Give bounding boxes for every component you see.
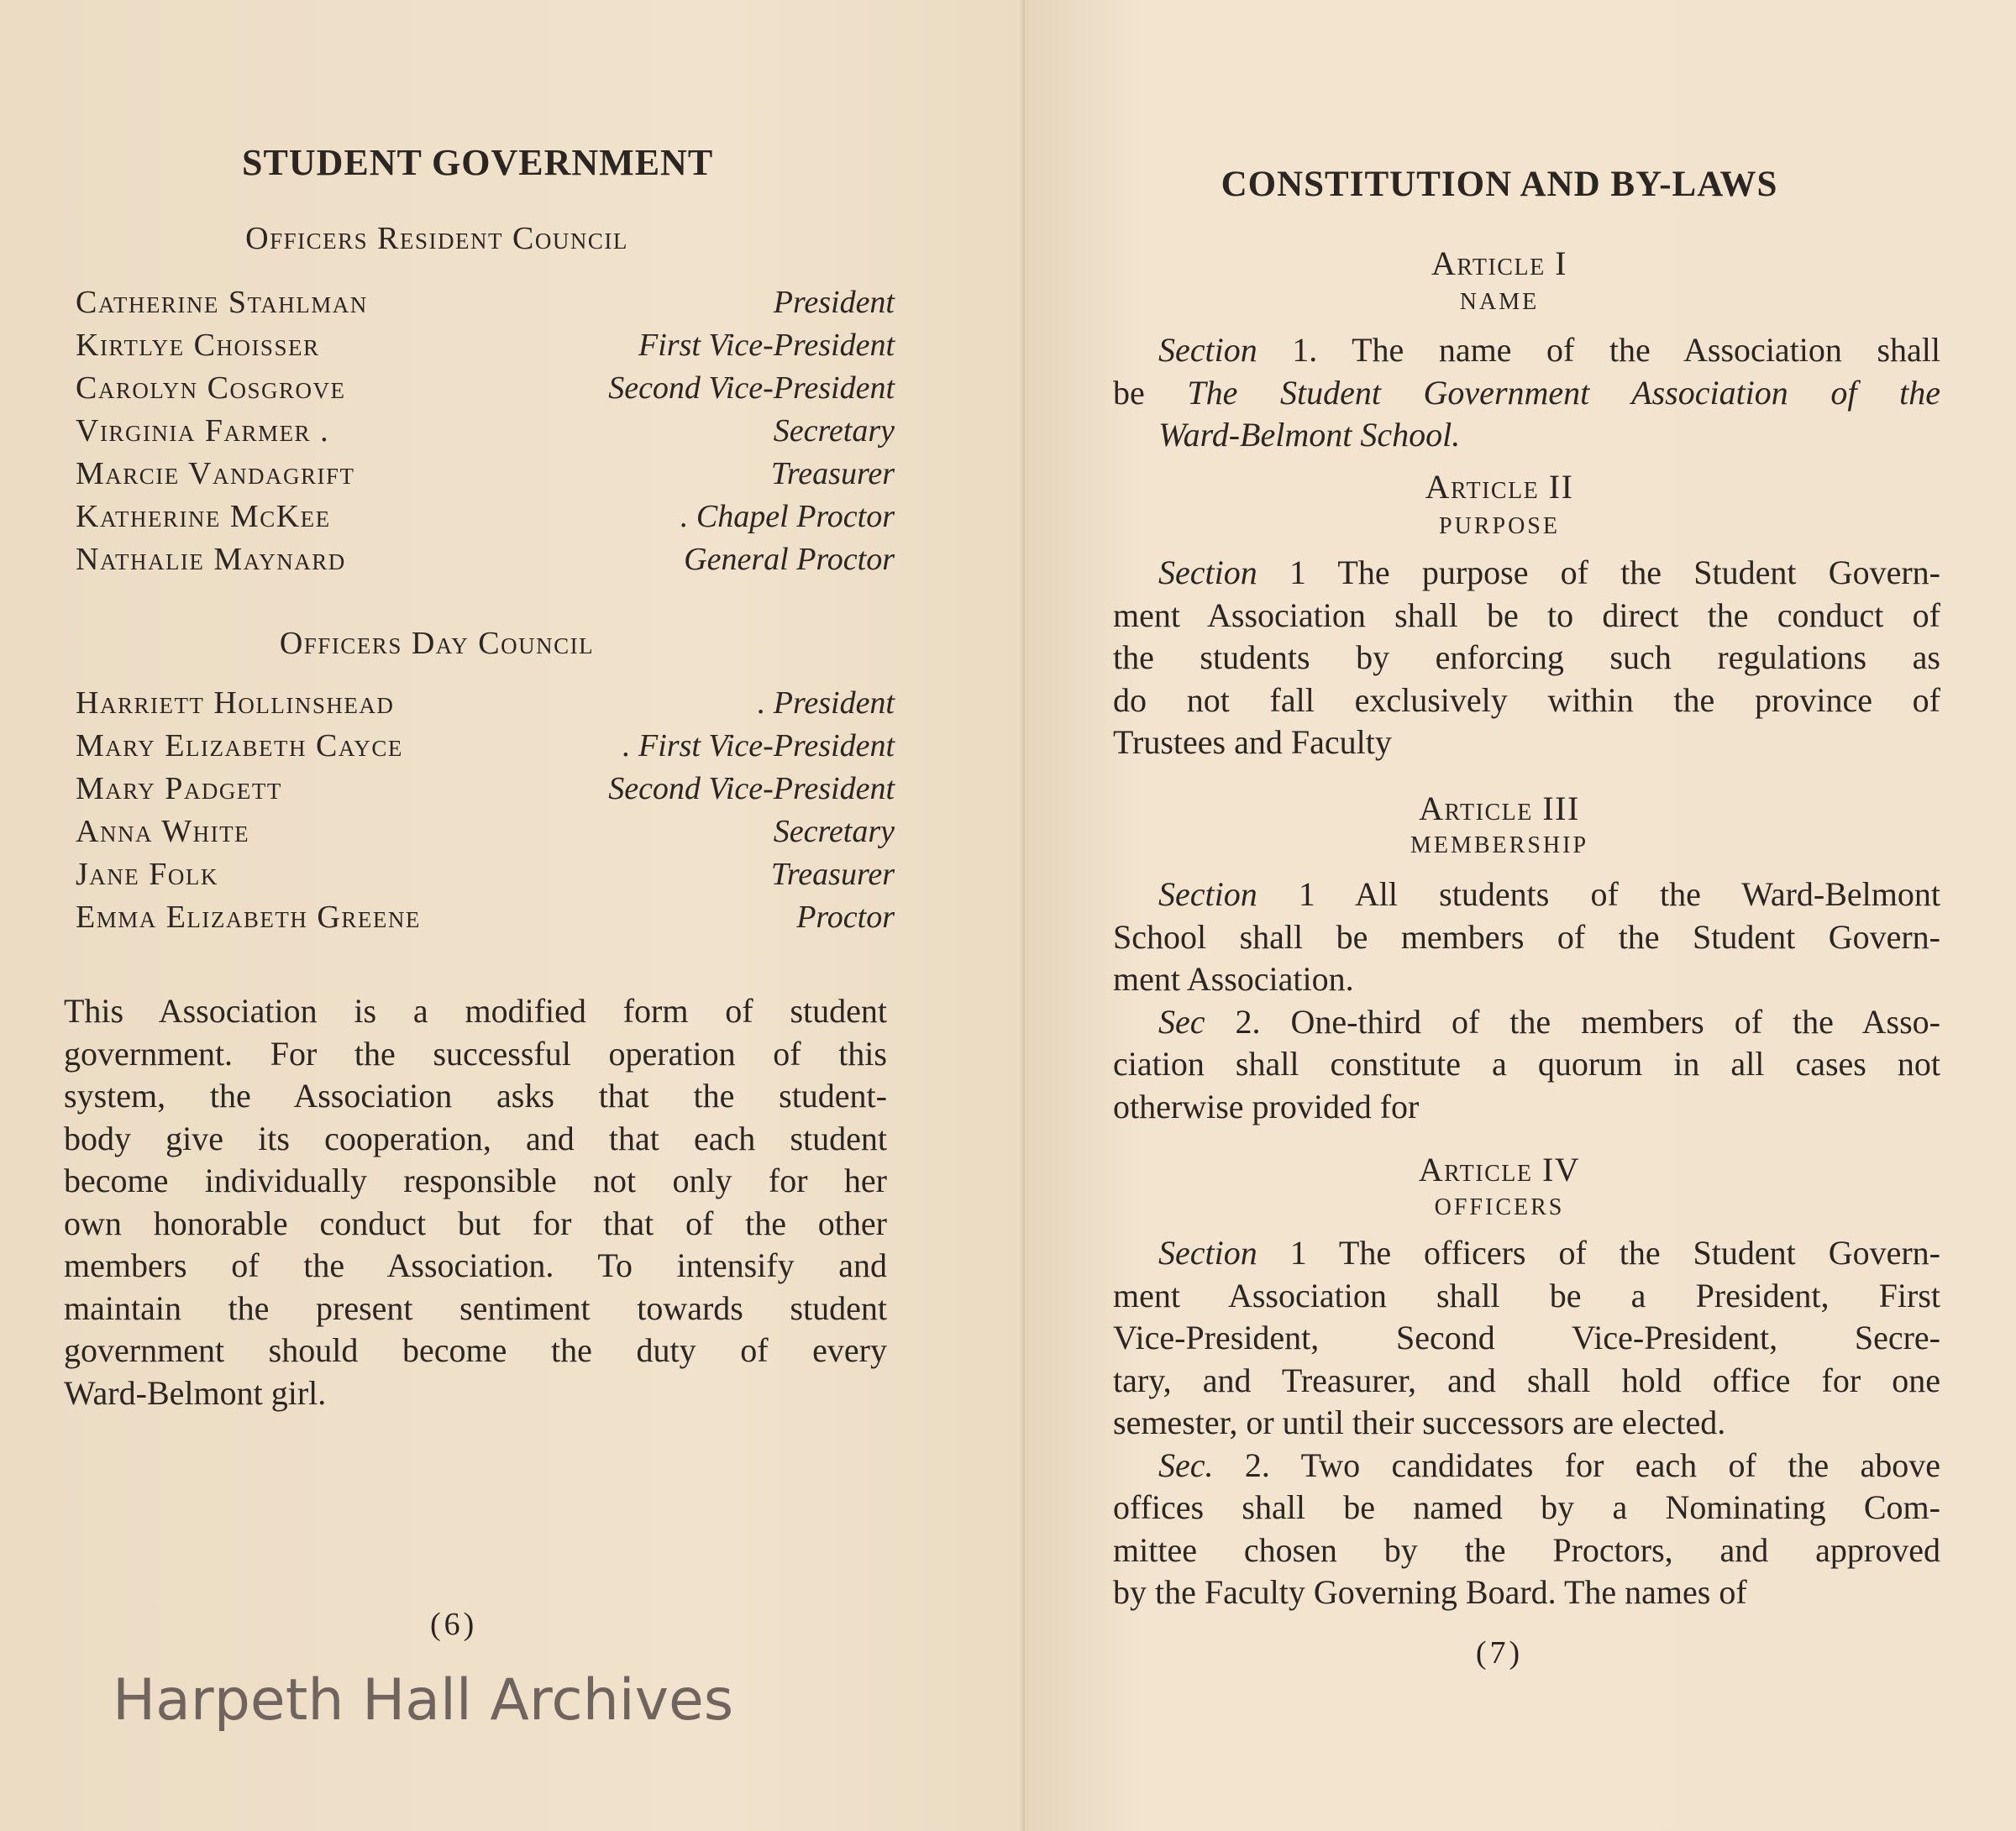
- text-line: [64, 1373, 887, 1413]
- text-line: [1113, 959, 1940, 999]
- officer-role: Proctor: [796, 900, 895, 935]
- article-heading: Article II: [1425, 468, 1574, 506]
- text-line: [1113, 373, 1940, 412]
- text: 1 The officers of the Student Govern-: [1257, 1234, 1940, 1272]
- text-line: [1113, 1530, 1940, 1570]
- text: ment Association shall be a President, First: [1113, 1276, 1940, 1314]
- page-title: STUDENT GOVERNMENT: [242, 142, 714, 183]
- officer-role: First Vice-President: [638, 328, 895, 363]
- italic-text: The Student Government Association of the: [1187, 373, 1940, 412]
- article-heading: Article IV: [1418, 1151, 1581, 1188]
- italic-text: Section: [1158, 1234, 1257, 1272]
- text-line: [64, 1288, 887, 1328]
- text: semester, or until their successors are elected.: [1113, 1403, 1726, 1441]
- text-line: [1113, 1361, 1940, 1400]
- text: ment Association.: [1113, 960, 1354, 998]
- text-line: [1113, 637, 1940, 677]
- text-line: [64, 1161, 887, 1200]
- article-subheading: NAME: [1459, 289, 1540, 315]
- officer-role: Treasurer: [770, 857, 895, 892]
- text-line: [1113, 1403, 1940, 1442]
- text: 1 The purpose of the Student Govern-: [1257, 553, 1940, 591]
- day-council-heading: Officers Day Council: [279, 626, 595, 661]
- text-line: [64, 1204, 887, 1243]
- text: Ward-Belmont girl.: [64, 1373, 327, 1412]
- text-line: [1158, 330, 1940, 370]
- text: by the Faculty Governing Board. The names of: [1113, 1573, 1747, 1611]
- officer-role: President: [773, 285, 895, 320]
- article-subheading: PURPOSE: [1439, 513, 1560, 539]
- officer-name: Jane Folk: [76, 857, 218, 892]
- text: Vice-President, Second Vice-President, Secre-: [1113, 1319, 1940, 1356]
- text: be: [1113, 373, 1188, 412]
- text: offices shall be named by a Nominating Com-: [1113, 1488, 1940, 1526]
- officer-role: . First Vice-President: [622, 728, 895, 763]
- page-title: CONSTITUTION AND BY-LAWS: [1221, 165, 1778, 204]
- text-line: [64, 1076, 887, 1115]
- text-line: [1113, 680, 1940, 720]
- text: Trustees and Faculty: [1113, 723, 1392, 761]
- text: become individually responsible not only for her: [64, 1162, 887, 1199]
- text: 2. One-third of the members of the Asso-: [1205, 1002, 1940, 1041]
- text: ciation shall constitute a quorum in all cases not: [1113, 1045, 1940, 1083]
- text-line: [1158, 1445, 1940, 1485]
- officer-role: Second Vice-President: [608, 370, 895, 406]
- text: government should become the duty of every: [64, 1331, 887, 1369]
- text: government. For the successful operation of this: [64, 1034, 887, 1073]
- officer-role: Treasurer: [770, 456, 895, 491]
- officer-role: . President: [757, 685, 895, 721]
- article-subheading: MEMBERSHIP: [1410, 832, 1589, 858]
- article-subheading: OFFICERS: [1434, 1194, 1565, 1220]
- text: 2. Two candidates for each of the above: [1213, 1445, 1940, 1484]
- officer-name: Mary Padgett: [76, 771, 282, 806]
- officer-role: Secretary: [773, 413, 895, 449]
- officer-name: Harriett Hollinshead: [76, 685, 395, 721]
- resident-council-heading: Officers Resident Council: [245, 221, 628, 256]
- officer-name: Katherine McKee: [76, 499, 331, 534]
- officer-name: Emma Elizabeth Greene: [76, 900, 421, 935]
- text-line: [1113, 1318, 1940, 1357]
- officer-name: Mary Elizabeth Cayce: [76, 728, 403, 763]
- text-line: [1113, 1044, 1940, 1083]
- article-heading: Article I: [1431, 244, 1567, 282]
- officer-name: Anna White: [76, 814, 250, 849]
- text-line: [1113, 1572, 1940, 1612]
- text: ment Association shall be to direct the conduct of: [1113, 595, 1940, 634]
- text: system, the Association asks that the student-: [64, 1077, 887, 1115]
- text-line: [1113, 1276, 1940, 1315]
- officer-name: Virginia Farmer .: [76, 413, 330, 449]
- text-line: [1158, 874, 1940, 914]
- officer-name: Nathalie Maynard: [76, 542, 346, 577]
- italic-text: Sec.: [1158, 1445, 1214, 1484]
- text: own honorable conduct but for that of the other: [64, 1204, 887, 1242]
- italic-text: Section: [1158, 875, 1257, 913]
- page-number: (6): [430, 1607, 478, 1642]
- officer-name: Catherine Stahlman: [76, 285, 368, 320]
- officer-role: . Chapel Proctor: [680, 499, 895, 534]
- text-line: [1158, 415, 1940, 454]
- right-page: [1025, 0, 2016, 1831]
- text: This Association is a modified form of student: [64, 992, 887, 1030]
- text: maintain the present sentiment towards student: [64, 1288, 887, 1327]
- officer-role: General Proctor: [684, 542, 895, 577]
- text: do not fall exclusively within the province of: [1113, 680, 1940, 719]
- text-line: [1113, 595, 1940, 635]
- italic-text: Section: [1158, 553, 1257, 591]
- officer-role: Second Vice-President: [608, 771, 895, 806]
- text: otherwise provided for: [1113, 1087, 1420, 1125]
- text-line: [1158, 1002, 1940, 1041]
- italic-text: Ward-Belmont School.: [1158, 416, 1461, 454]
- text: mittee chosen by the Proctors, and approved: [1113, 1530, 1940, 1569]
- officer-role: Secretary: [773, 814, 895, 849]
- text-line: [64, 991, 887, 1031]
- text: School shall be members of the Student Govern-: [1113, 917, 1940, 956]
- officer-name: Marcie Vandagrift: [76, 456, 355, 491]
- text: 1. The name of the Association shall: [1257, 331, 1940, 369]
- italic-text: Section: [1158, 331, 1257, 369]
- officer-name: Kirtlye Choisser: [76, 328, 320, 363]
- text-line: [64, 1330, 887, 1370]
- text-line: [1113, 722, 1940, 762]
- officer-name: Carolyn Cosgrove: [76, 370, 346, 406]
- text-line: [1158, 1233, 1940, 1272]
- text: 1 All students of the Ward-Belmont: [1257, 875, 1940, 913]
- text: tary, and Treasurer, and shall hold office for one: [1113, 1361, 1940, 1399]
- text-line: [1113, 1487, 1940, 1527]
- text: body give its cooperation, and that each student: [64, 1119, 887, 1157]
- text-line: [64, 1119, 887, 1158]
- article-heading: Article III: [1419, 790, 1580, 827]
- italic-text: Sec: [1158, 1002, 1205, 1041]
- text-line: [1158, 553, 1940, 592]
- text-line: [1113, 917, 1940, 957]
- page-number: (7): [1475, 1635, 1524, 1671]
- text: members of the Association. To intensify and: [64, 1246, 887, 1284]
- text-line: [64, 1246, 887, 1285]
- text-line: [64, 1034, 887, 1073]
- text: the students by enforcing such regulations as: [1113, 638, 1940, 676]
- text-line: [1113, 1087, 1940, 1126]
- archive-watermark: Harpeth Hall Archives: [113, 1667, 734, 1734]
